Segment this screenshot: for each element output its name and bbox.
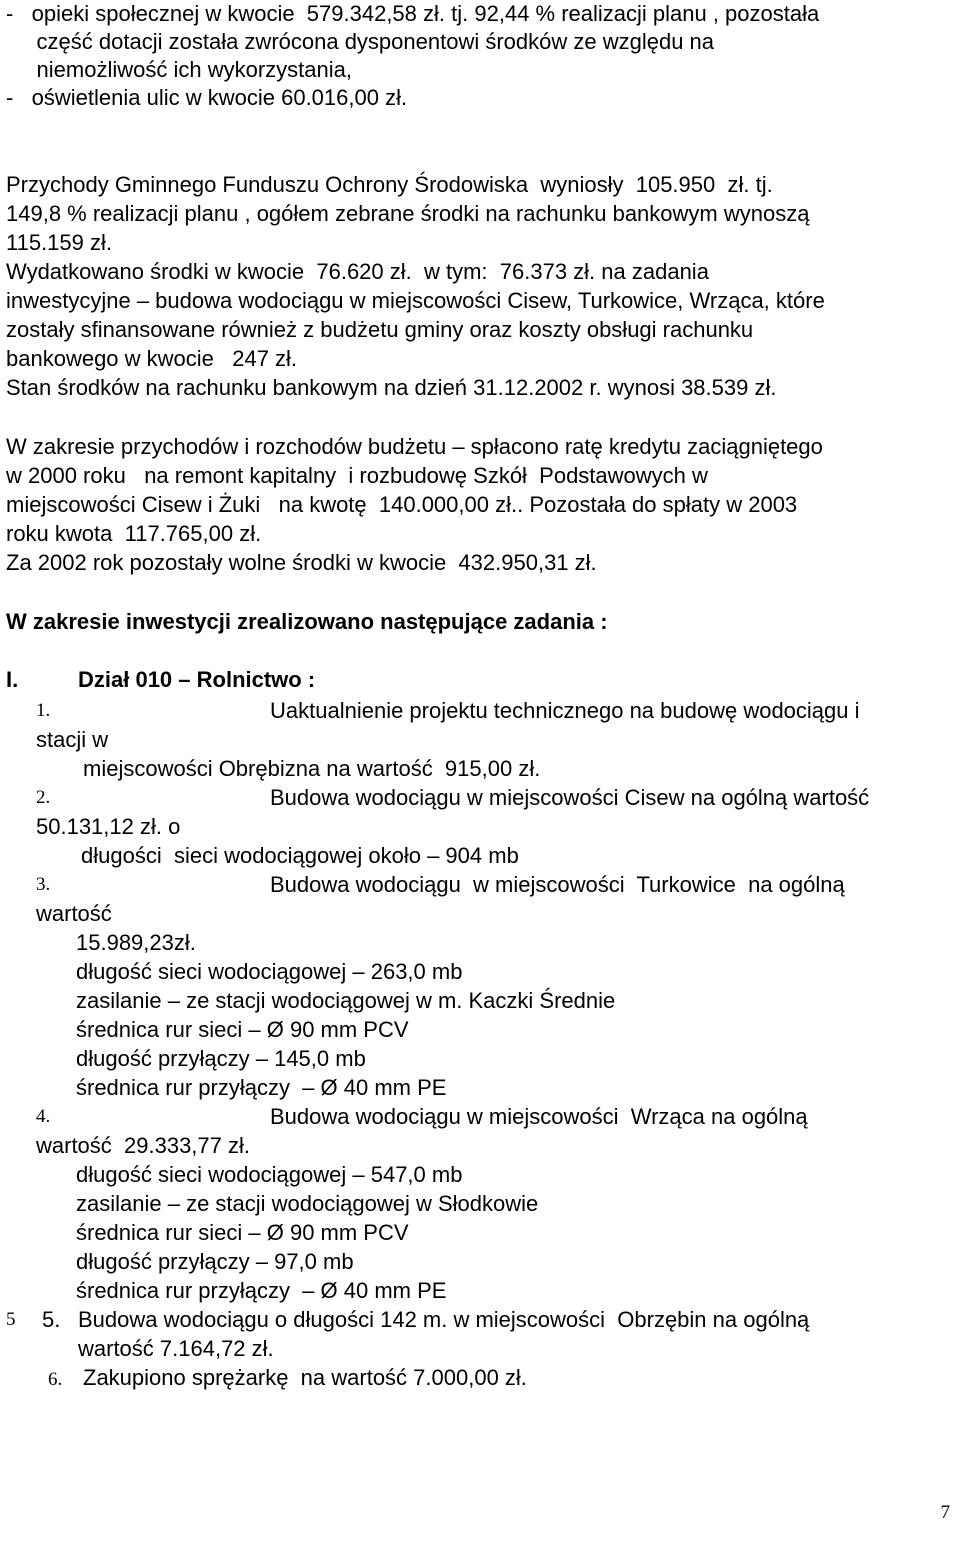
item-text: Budowa wodociągu w miejscowości Turkowice na ogólną bbox=[270, 872, 845, 897]
item-text: średnica rur przyłączy – Ø 40 mm PE bbox=[76, 1075, 447, 1100]
text-line: 115.159 zł. bbox=[6, 230, 113, 255]
section-number: I. bbox=[6, 667, 19, 692]
text-line: Za 2002 rok pozostały wolne środki w kwocie 432.950,31 zł. bbox=[6, 550, 597, 575]
item-text: wartość 7.164,72 zł. bbox=[78, 1336, 274, 1361]
text-line: roku kwota 117.765,00 zł. bbox=[6, 521, 262, 546]
item-number: 3. bbox=[36, 874, 51, 895]
item-text: Budowa wodociągu w miejscowości Cisew na ogólną wartość bbox=[270, 785, 870, 810]
text-line: miejscowości Cisew i Żuki na kwotę 140.000,00 zł.. Pozostała do spłaty w 2003 bbox=[6, 492, 798, 517]
item-number: 6. bbox=[48, 1369, 63, 1390]
item-text: miejscowości Obrębizna na wartość 915,00 zł. bbox=[83, 756, 541, 781]
item-marker: 5 bbox=[6, 1309, 16, 1330]
item-text: Zakupiono sprężarkę na wartość 7.000,00 zł. bbox=[83, 1365, 527, 1390]
text-line: Stan środków na rachunku bankowym na dzień 31.12.2002 r. wynosi 38.539 zł. bbox=[6, 375, 777, 400]
item-text: średnica rur sieci – Ø 90 mm PCV bbox=[76, 1017, 409, 1042]
item-text: długości sieci wodociągowej około – 904 mb bbox=[81, 843, 519, 868]
item-text: 50.131,12 zł. o bbox=[36, 814, 181, 839]
item-number: 2. bbox=[36, 787, 51, 808]
item-text: długość sieci wodociągowej – 263,0 mb bbox=[76, 959, 463, 984]
text-line: W zakresie przychodów i rozchodów budżetu – spłacono ratę kredytu zaciągniętego bbox=[6, 434, 823, 459]
item-text: wartość 29.333,77 zł. bbox=[36, 1133, 251, 1158]
item-number: 1. bbox=[36, 700, 51, 721]
item-text: długość sieci wodociągowej – 547,0 mb bbox=[76, 1162, 463, 1187]
item-text: Budowa wodociągu w miejscowości Wrząca na ogólną bbox=[270, 1104, 808, 1129]
text-line: w 2000 roku na remont kapitalny i rozbudowę Szkół Podstawowych w bbox=[6, 463, 708, 488]
item-text: średnica rur przyłączy – Ø 40 mm PE bbox=[76, 1278, 447, 1303]
text-line: 149,8 % realizacji planu , ogółem zebrane środki na rachunku bankowym wynoszą bbox=[6, 201, 810, 226]
item-number: 5. bbox=[42, 1307, 61, 1332]
item-text: długość przyłączy – 145,0 mb bbox=[76, 1046, 366, 1071]
text-line: inwestycyjne – budowa wodociągu w miejscowości Cisew, Turkowice, Wrząca, które bbox=[6, 288, 825, 313]
item-text: długość przyłączy – 97,0 mb bbox=[76, 1249, 354, 1274]
text-line: - oświetlenia ulic w kwocie 60.016,00 zł. bbox=[6, 85, 408, 110]
text-line: niemożliwość ich wykorzystania, bbox=[6, 57, 352, 82]
item-text: średnica rur sieci – Ø 90 mm PCV bbox=[76, 1220, 409, 1245]
item-text: zasilanie – ze stacji wodociągowej w m. Kaczki Średnie bbox=[76, 988, 616, 1013]
text-line: część dotacji została zwrócona dysponentowi środków ze względu na bbox=[6, 29, 715, 54]
item-text: wartość bbox=[36, 901, 112, 926]
item-text: Budowa wodociągu o długości 142 m. w miejscowości Obrzębin na ogólną bbox=[78, 1307, 810, 1332]
item-text: Uaktualnienie projektu technicznego na budowę wodociągu i bbox=[270, 698, 860, 723]
text-line: Wydatkowano środki w kwocie 76.620 zł. w tym: 76.373 zł. na zadania bbox=[6, 259, 709, 284]
text-line: bankowego w kwocie 247 zł. bbox=[6, 346, 298, 371]
item-number: 4. bbox=[36, 1106, 51, 1127]
text-line: Przychody Gminnego Funduszu Ochrony Środowiska wyniosły 105.950 zł. tj. bbox=[6, 172, 773, 197]
section-title: Dział 010 – Rolnictwo : bbox=[78, 667, 316, 692]
text-line: zostały sfinansowane również z budżetu gminy oraz koszty obsługi rachunku bbox=[6, 317, 754, 342]
page-number: 7 bbox=[940, 1502, 950, 1523]
item-text: zasilanie – ze stacji wodociągowej w Słodkowie bbox=[76, 1191, 539, 1216]
item-text: stacji w bbox=[36, 727, 109, 752]
text-line: - opieki społecznej w kwocie 579.342,58 zł. tj. 92,44 % realizacji planu , pozostała bbox=[6, 1, 820, 26]
item-text: 15.989,23zł. bbox=[76, 930, 196, 955]
section-heading: W zakresie inwestycji zrealizowano następujące zadania : bbox=[6, 609, 608, 634]
